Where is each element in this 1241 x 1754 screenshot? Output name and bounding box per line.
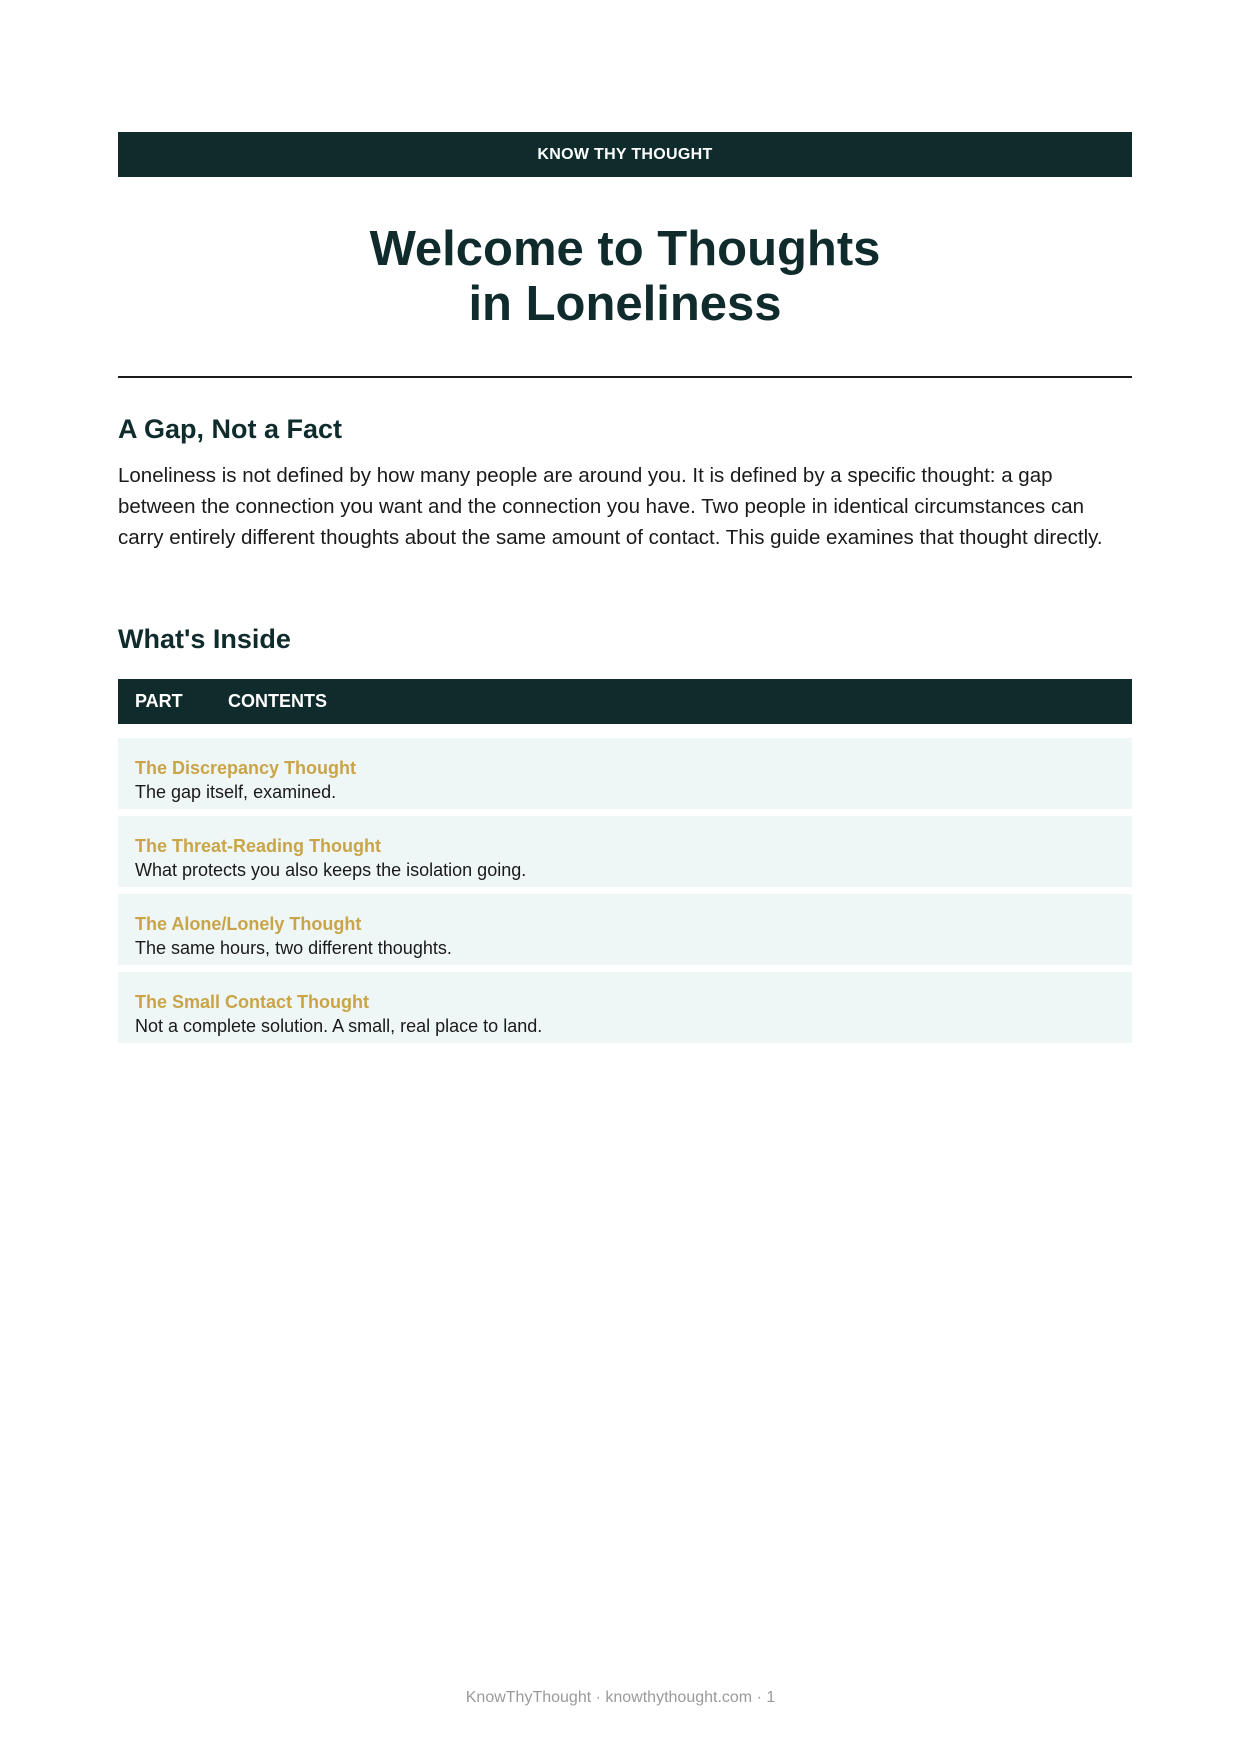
page-title-line-2: in Loneliness xyxy=(468,277,782,331)
intro-paragraph: Loneliness is not defined by how many people are around you. It is defined by a specific thought: a gap between the connection you want and the connection you have. Two people in identical circumstances can carry entirely different thoughts about the same amount of contact. This guide examines that thought directly. xyxy=(118,464,1103,549)
title-divider xyxy=(118,376,1132,378)
contents-row-title: The Small Contact Thought xyxy=(135,992,369,1012)
contents-row-threat-reading xyxy=(118,816,1132,887)
contents-row-title: The Discrepancy Thought xyxy=(135,758,357,778)
contents-row-title: The Alone/Lonely Thought xyxy=(135,914,362,934)
contents-row-description: The gap itself, examined. xyxy=(135,782,337,802)
brand-banner xyxy=(118,132,1132,177)
page-title-line-1: Welcome to Thoughts xyxy=(369,222,881,276)
column-header-contents: CONTENTS xyxy=(228,691,327,711)
page-footer: KnowThyThought · knowthythought.com · 1 xyxy=(465,1689,776,1706)
contents-row-description: Not a complete solution. A small, real place to land. xyxy=(135,1016,543,1036)
brand-label: KNOW THY THOUGHT xyxy=(537,145,713,163)
contents-row-description: The same hours, two different thoughts. xyxy=(135,938,452,958)
contents-heading: What's Inside xyxy=(118,624,291,654)
contents-row-small-contact xyxy=(118,972,1132,1043)
contents-table-header xyxy=(118,679,1132,724)
contents-list xyxy=(118,738,1132,1050)
column-header-part: PART xyxy=(135,691,183,711)
contents-row-alone-lonely xyxy=(118,894,1132,965)
intro-heading: A Gap, Not a Fact xyxy=(118,414,343,444)
page-title xyxy=(118,222,1132,332)
contents-row-description: What protects you also keeps the isolation going. xyxy=(135,860,527,880)
contents-row-discrepancy xyxy=(118,738,1132,809)
contents-row-title: The Threat-Reading Thought xyxy=(135,836,381,856)
